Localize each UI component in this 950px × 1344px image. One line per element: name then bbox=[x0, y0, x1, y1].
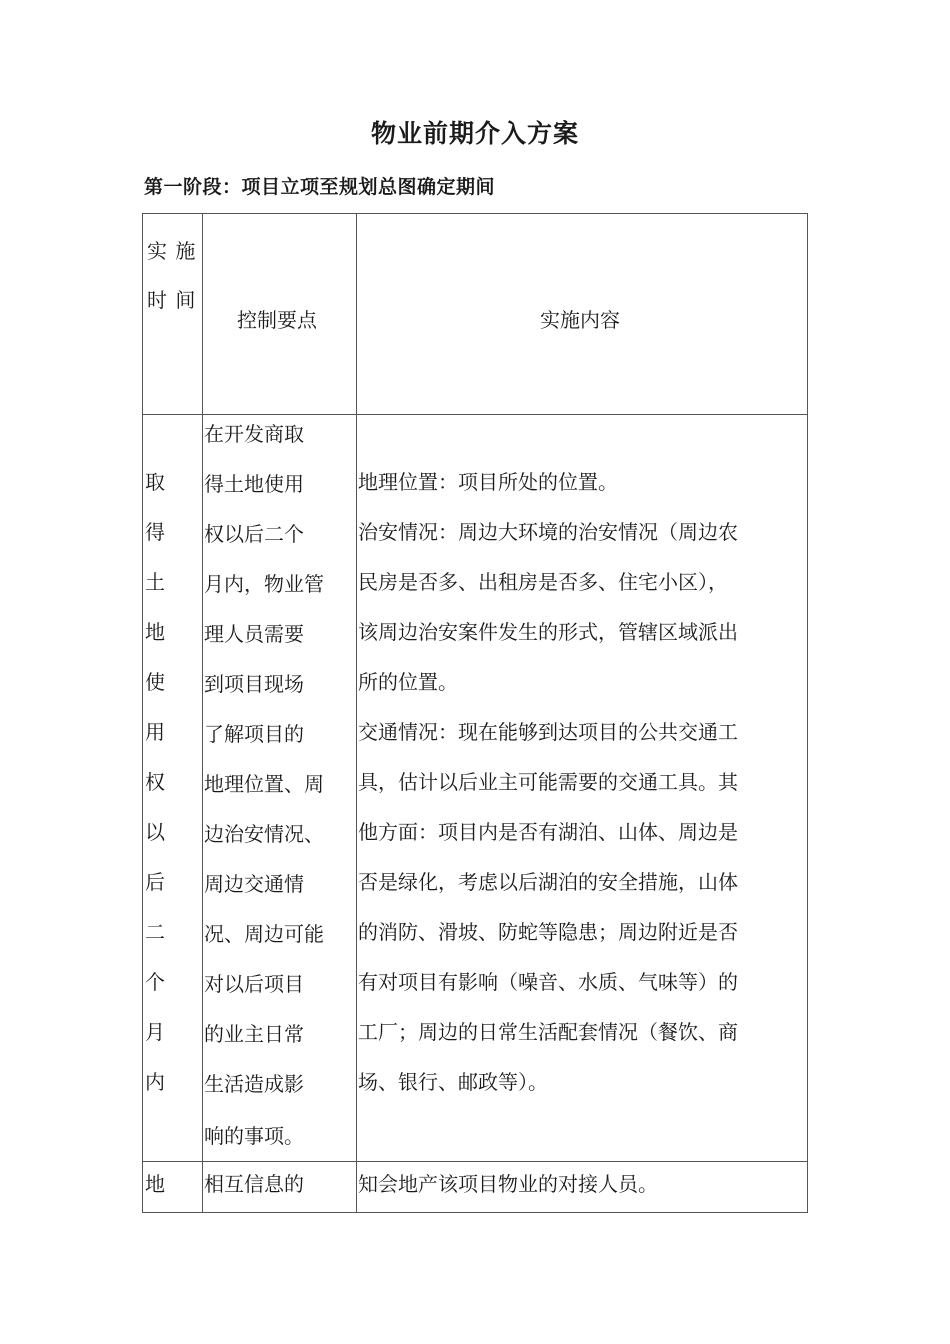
content-line: 否是绿化，考虑以后湖泊的安全措施，山体 bbox=[358, 870, 738, 894]
column-divider-2 bbox=[356, 213, 357, 1213]
control-line: 月内，物业管 bbox=[204, 572, 324, 596]
control-line: 到项目现场 bbox=[204, 672, 304, 696]
content-line: 工厂；周边的日常生活配套情况（餐饮、商 bbox=[358, 1020, 738, 1044]
header-content: 实施内容 bbox=[540, 308, 620, 332]
row-divider bbox=[142, 1161, 808, 1162]
time-char: 土 bbox=[145, 570, 165, 594]
time-char: 用 bbox=[145, 720, 165, 744]
content-line: 所的位置。 bbox=[358, 670, 458, 694]
content-line: 交通情况：现在能够到达项目的公共交通工 bbox=[358, 720, 738, 744]
row-1-time bbox=[145, 457, 165, 1107]
content-line: 该周边治安案件发生的形式，管辖区域派出 bbox=[358, 620, 738, 644]
row-1-control-points bbox=[204, 409, 324, 1161]
control-line: 了解项目的 bbox=[204, 722, 304, 746]
content-line: 他方面：项目内是否有湖泊、山体、周边是 bbox=[358, 820, 738, 844]
plan-table bbox=[142, 213, 808, 1213]
control-line: 理人员需要 bbox=[204, 622, 304, 646]
time-char: 月 bbox=[145, 1020, 165, 1044]
content-line: 治安情况：周边大环境的治安情况（周边农 bbox=[358, 520, 738, 544]
time-char: 取 bbox=[145, 470, 165, 494]
header-time-line-2: 时 间 bbox=[147, 288, 197, 312]
control-line: 的业主日常 bbox=[204, 1022, 304, 1046]
control-line: 地理位置、周 bbox=[204, 772, 324, 796]
time-char: 权 bbox=[145, 770, 165, 794]
control-line: 响的事项。 bbox=[204, 1124, 304, 1148]
time-char: 使 bbox=[145, 670, 165, 694]
column-divider-1 bbox=[202, 213, 203, 1213]
control-line: 权以后二个 bbox=[204, 522, 304, 546]
header-control-points: 控制要点 bbox=[237, 308, 317, 332]
section-heading: 第一阶段：项目立项至规划总图确定期间 bbox=[144, 176, 496, 198]
control-line: 得土地使用 bbox=[204, 472, 304, 496]
time-char: 地 bbox=[145, 620, 165, 644]
row-1-content bbox=[358, 457, 738, 1107]
control-line: 周边交通情 bbox=[204, 872, 304, 896]
control-line: 边治安情况、 bbox=[204, 822, 324, 846]
content-line: 有对项目有影响（噪音、水质、气味等）的 bbox=[358, 970, 738, 994]
content-line: 具，估计以后业主可能需要的交通工具。其 bbox=[358, 770, 738, 794]
document-title: 物业前期介入方案 bbox=[370, 119, 579, 148]
time-char: 以 bbox=[145, 820, 165, 844]
row-2-content: 知会地产该项目物业的对接人员。 bbox=[358, 1172, 658, 1196]
row-2-control-points: 相互信息的 bbox=[204, 1172, 304, 1196]
time-char: 后 bbox=[145, 870, 165, 894]
content-line: 场、银行、邮政等）。 bbox=[358, 1070, 548, 1094]
control-line: 在开发商取 bbox=[204, 422, 304, 446]
table-border-right bbox=[807, 213, 808, 1213]
row-2-time: 地 bbox=[145, 1172, 165, 1196]
time-char: 二 bbox=[145, 920, 165, 944]
content-line: 的消防、滑坡、防蛇等隐患；周边附近是否 bbox=[358, 920, 738, 944]
table-border-top bbox=[142, 213, 808, 214]
control-line: 对以后项目 bbox=[204, 972, 304, 996]
time-char: 内 bbox=[145, 1070, 165, 1094]
control-line: 生活造成影 bbox=[204, 1072, 304, 1096]
time-char: 得 bbox=[145, 520, 165, 544]
header-time-line-1: 实 施 bbox=[147, 239, 197, 263]
table-border-left bbox=[142, 213, 143, 1213]
time-char: 个 bbox=[145, 970, 165, 994]
table-border-bottom bbox=[142, 1212, 808, 1213]
control-line: 况、周边可能 bbox=[204, 922, 324, 946]
content-line: 地理位置：项目所处的位置。 bbox=[358, 470, 618, 494]
content-line: 民房是否多、出租房是否多、住宅小区）， bbox=[358, 570, 728, 594]
